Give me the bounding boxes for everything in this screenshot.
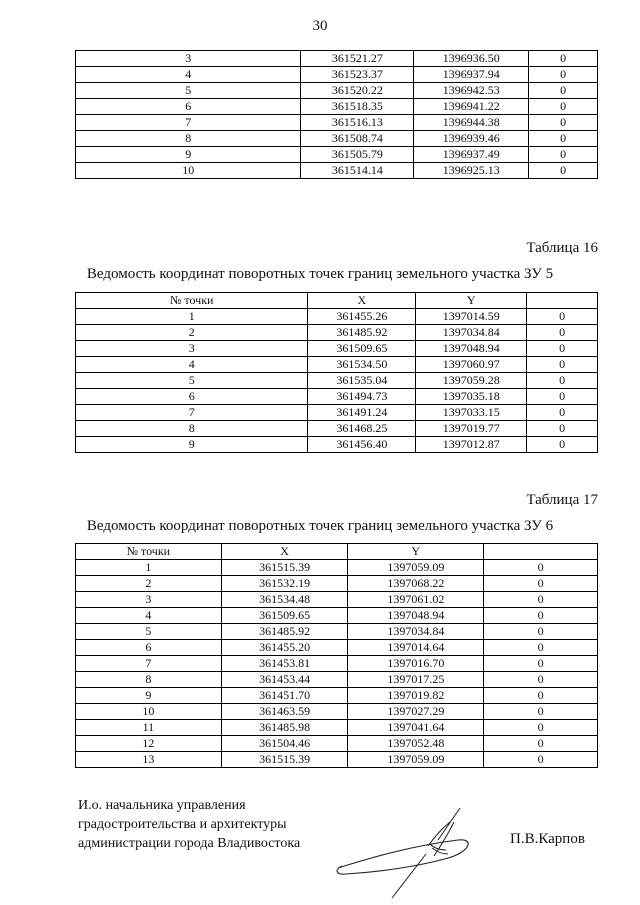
cell-x: 361485.98: [221, 720, 348, 736]
table-16-caption: Ведомость координат поворотных точек границ земельного участка ЗУ 5: [86, 266, 554, 282]
cell-value: 0: [484, 656, 598, 672]
cell-y: 1397033.15: [416, 405, 527, 421]
cell-point-number: 7: [76, 115, 301, 131]
cell-value: 0: [529, 83, 598, 99]
coordinates-table-15-continuation: [75, 50, 598, 179]
cell-value: 0: [484, 672, 598, 688]
cell-y: 1396937.49: [414, 147, 529, 163]
column-header-empty: [484, 544, 598, 560]
cell-y: 1397034.84: [416, 325, 527, 341]
cell-y: 1397016.70: [348, 656, 484, 672]
table-row: [76, 83, 598, 99]
cell-y: 1397017.25: [348, 672, 484, 688]
table-row: [76, 131, 598, 147]
cell-value: 0: [484, 752, 598, 768]
table-row: [76, 704, 598, 720]
cell-x: 361505.79: [301, 147, 414, 163]
cell-x: 361491.24: [308, 405, 416, 421]
cell-x: 361520.22: [301, 83, 414, 99]
page-number: 30: [312, 18, 328, 34]
cell-point-number: 8: [76, 672, 222, 688]
cell-x: 361455.20: [221, 640, 348, 656]
cell-point-number: 6: [76, 99, 301, 115]
signatory-name: П.В.Карпов: [510, 831, 585, 847]
column-header-x: X: [221, 544, 348, 560]
cell-x: 361515.39: [221, 560, 348, 576]
handwritten-signature: [330, 800, 480, 900]
table-row: [76, 640, 598, 656]
cell-point-number: 6: [76, 389, 308, 405]
coordinates-table-16: [75, 292, 598, 453]
table-row: [76, 576, 598, 592]
table-row: [76, 99, 598, 115]
cell-point-number: 9: [76, 437, 308, 453]
cell-y: 1396939.46: [414, 131, 529, 147]
cell-y: 1396944.38: [414, 115, 529, 131]
cell-x: 361485.92: [308, 325, 416, 341]
cell-x: 361521.27: [301, 51, 414, 67]
table-16-label: Таблица 16: [526, 240, 598, 256]
table-row: [76, 389, 598, 405]
cell-x: 361514.14: [301, 163, 414, 179]
cell-x: 361456.40: [308, 437, 416, 453]
cell-x: 361453.44: [221, 672, 348, 688]
cell-point-number: 5: [76, 83, 301, 99]
cell-x: 361451.70: [221, 688, 348, 704]
cell-value: 0: [484, 688, 598, 704]
cell-value: 0: [527, 357, 598, 373]
cell-point-number: 4: [76, 357, 308, 373]
cell-value: 0: [527, 309, 598, 325]
table-row: [76, 736, 598, 752]
cell-point-number: 10: [76, 704, 222, 720]
cell-y: 1397059.28: [416, 373, 527, 389]
cell-point-number: 9: [76, 147, 301, 163]
cell-point-number: 7: [76, 405, 308, 421]
cell-value: 0: [529, 163, 598, 179]
cell-point-number: 1: [76, 560, 222, 576]
cell-y: 1397019.77: [416, 421, 527, 437]
table-row: [76, 309, 598, 325]
signatory-position: [78, 796, 300, 853]
table-row: [76, 437, 598, 453]
table-header-row: [76, 293, 598, 309]
cell-value: 0: [527, 373, 598, 389]
cell-x: 361509.65: [308, 341, 416, 357]
table-17-label: Таблица 17: [526, 492, 598, 508]
table-row: [76, 592, 598, 608]
cell-point-number: 9: [76, 688, 222, 704]
cell-y: 1397059.09: [348, 560, 484, 576]
cell-y: 1397061.02: [348, 592, 484, 608]
cell-value: 0: [529, 147, 598, 163]
cell-x: 361463.59: [221, 704, 348, 720]
cell-x: 361508.74: [301, 131, 414, 147]
cell-point-number: 3: [76, 592, 222, 608]
table-row: [76, 421, 598, 437]
table-row: [76, 357, 598, 373]
cell-point-number: 5: [76, 624, 222, 640]
cell-x: 361453.81: [221, 656, 348, 672]
cell-value: 0: [484, 624, 598, 640]
column-header-point-number: № точки: [76, 544, 222, 560]
cell-y: 1397035.18: [416, 389, 527, 405]
cell-x: 361468.25: [308, 421, 416, 437]
table-row: [76, 624, 598, 640]
table-row: [76, 672, 598, 688]
cell-point-number: 8: [76, 421, 308, 437]
cell-value: 0: [527, 389, 598, 405]
table-row: [76, 325, 598, 341]
column-header-y: Y: [416, 293, 527, 309]
cell-x: 361504.46: [221, 736, 348, 752]
cell-y: 1396937.94: [414, 67, 529, 83]
cell-point-number: 5: [76, 373, 308, 389]
cell-value: 0: [484, 608, 598, 624]
cell-point-number: 7: [76, 656, 222, 672]
table-row: [76, 752, 598, 768]
cell-x: 361534.48: [221, 592, 348, 608]
cell-y: 1397019.82: [348, 688, 484, 704]
cell-y: 1396936.50: [414, 51, 529, 67]
table-row: [76, 656, 598, 672]
cell-x: 361516.13: [301, 115, 414, 131]
cell-point-number: 3: [76, 341, 308, 357]
cell-value: 0: [529, 99, 598, 115]
table-row: [76, 51, 598, 67]
cell-value: 0: [484, 560, 598, 576]
cell-point-number: 12: [76, 736, 222, 752]
cell-y: 1397034.84: [348, 624, 484, 640]
cell-value: 0: [529, 67, 598, 83]
cell-y: 1397059.09: [348, 752, 484, 768]
cell-y: 1397048.94: [348, 608, 484, 624]
cell-point-number: 3: [76, 51, 301, 67]
cell-y: 1397027.29: [348, 704, 484, 720]
table-row: [76, 67, 598, 83]
coordinates-table-17: [75, 543, 598, 768]
cell-value: 0: [484, 736, 598, 752]
cell-y: 1396942.53: [414, 83, 529, 99]
cell-value: 0: [529, 115, 598, 131]
cell-point-number: 1: [76, 309, 308, 325]
column-header-point-number: № точки: [76, 293, 308, 309]
cell-y: 1397048.94: [416, 341, 527, 357]
cell-y: 1397068.22: [348, 576, 484, 592]
cell-point-number: 4: [76, 608, 222, 624]
cell-point-number: 2: [76, 576, 222, 592]
table-row: [76, 688, 598, 704]
table-17-caption: Ведомость координат поворотных точек границ земельного участка ЗУ 6: [86, 518, 554, 534]
cell-y: 1397012.87: [416, 437, 527, 453]
cell-value: 0: [484, 576, 598, 592]
position-line: И.о. начальника управления: [78, 798, 246, 813]
table-row: [76, 608, 598, 624]
cell-point-number: 10: [76, 163, 301, 179]
table-row: [76, 147, 598, 163]
position-line: градостроительства и архитектуры: [78, 817, 287, 832]
cell-x: 361518.35: [301, 99, 414, 115]
cell-value: 0: [484, 704, 598, 720]
cell-y: 1397060.97: [416, 357, 527, 373]
table-row: [76, 115, 598, 131]
table-row: [76, 560, 598, 576]
cell-value: 0: [527, 437, 598, 453]
cell-point-number: 4: [76, 67, 301, 83]
position-line: администрации города Владивостока: [78, 836, 301, 851]
cell-y: 1396941.22: [414, 99, 529, 115]
cell-value: 0: [484, 640, 598, 656]
column-header-empty: [527, 293, 598, 309]
table-header-row: [76, 544, 598, 560]
cell-y: 1397052.48: [348, 736, 484, 752]
table-row: [76, 341, 598, 357]
cell-x: 361509.65: [221, 608, 348, 624]
cell-y: 1397014.64: [348, 640, 484, 656]
cell-x: 361515.39: [221, 752, 348, 768]
column-header-y: Y: [348, 544, 484, 560]
cell-point-number: 11: [76, 720, 222, 736]
table-row: [76, 405, 598, 421]
cell-y: 1396925.13: [414, 163, 529, 179]
cell-value: 0: [484, 720, 598, 736]
cell-x: 361455.26: [308, 309, 416, 325]
table-row: [76, 373, 598, 389]
cell-value: 0: [529, 51, 598, 67]
cell-x: 361535.04: [308, 373, 416, 389]
table-row: [76, 163, 598, 179]
cell-point-number: 8: [76, 131, 301, 147]
table-row: [76, 720, 598, 736]
cell-x: 361494.73: [308, 389, 416, 405]
cell-value: 0: [527, 325, 598, 341]
cell-value: 0: [527, 405, 598, 421]
cell-point-number: 6: [76, 640, 222, 656]
cell-x: 361485.92: [221, 624, 348, 640]
cell-value: 0: [527, 421, 598, 437]
cell-y: 1397041.64: [348, 720, 484, 736]
cell-value: 0: [484, 592, 598, 608]
cell-x: 361523.37: [301, 67, 414, 83]
cell-value: 0: [527, 341, 598, 357]
cell-y: 1397014.59: [416, 309, 527, 325]
column-header-x: X: [308, 293, 416, 309]
cell-point-number: 13: [76, 752, 222, 768]
cell-point-number: 2: [76, 325, 308, 341]
cell-value: 0: [529, 131, 598, 147]
cell-x: 361532.19: [221, 576, 348, 592]
cell-x: 361534.50: [308, 357, 416, 373]
